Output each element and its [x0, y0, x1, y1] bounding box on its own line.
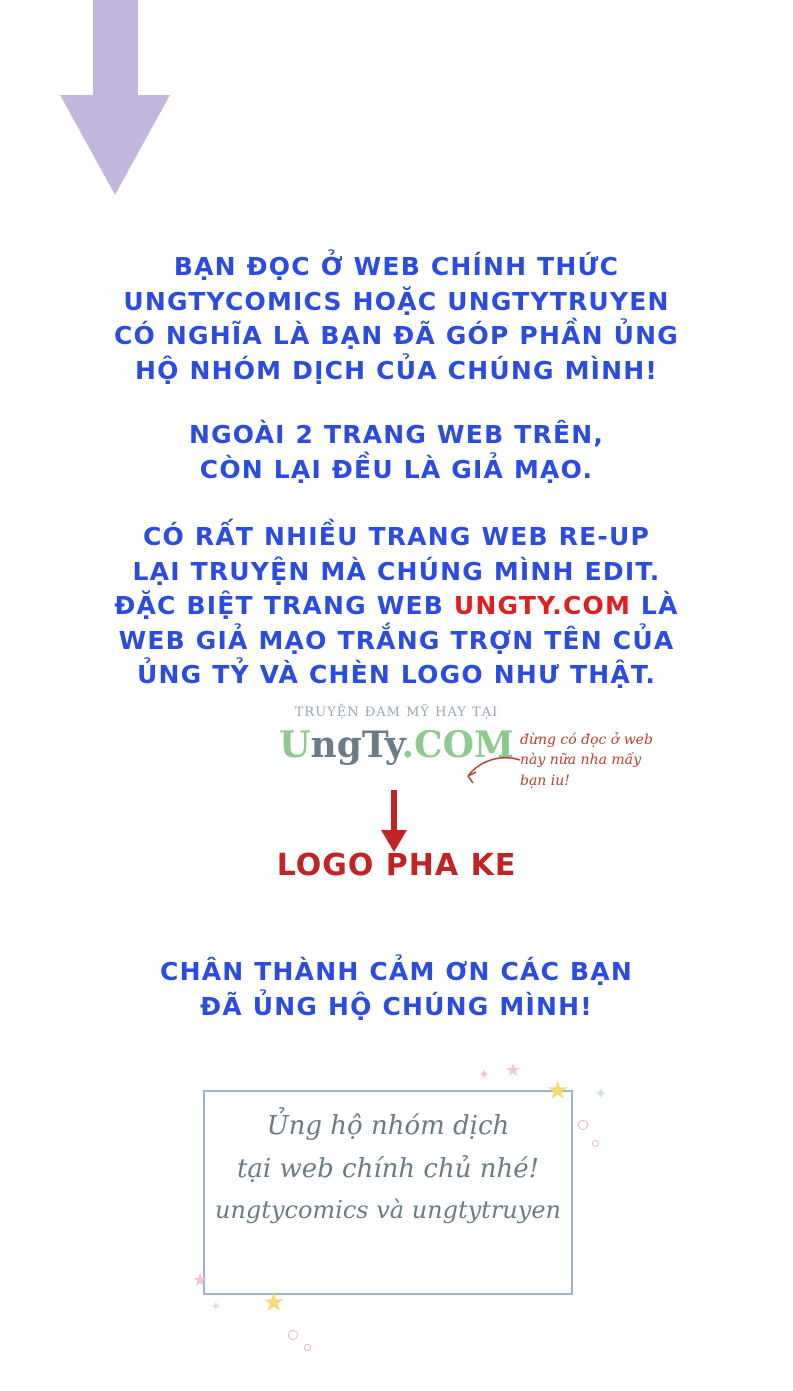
- announcement-block-3: [0, 520, 793, 693]
- sparkle-icon: ✦: [210, 1299, 222, 1315]
- announcement-line: NGOÀI 2 TRANG WEB TRÊN,: [188, 420, 605, 449]
- fake-logo-part-green-1: U: [279, 724, 311, 766]
- sparkle-icon: ✦: [594, 1084, 608, 1103]
- support-card-text: [203, 1105, 573, 1230]
- announcement-line: CÓ NGHĨA LÀ BẠN ĐÃ GÓP PHẦN ỦNG: [114, 321, 679, 350]
- support-card-line: tại web chính chủ nhé!: [236, 1153, 540, 1184]
- announcement-line: WEB GIẢ MẠO TRẮNG TRỢN TÊN CỦA: [118, 625, 675, 655]
- fake-logo-label: LOGO PHA KE: [276, 848, 517, 883]
- announcement-line: ĐÃ ỦNG HỘ CHÚNG MÌNH!: [200, 991, 593, 1021]
- fake-logo-part-dark: ngTy: [310, 724, 402, 766]
- down-arrow-red: [381, 790, 407, 852]
- curved-arrow-icon: [462, 752, 522, 788]
- fake-logo-wordmark: [0, 724, 793, 766]
- announcement-line: ĐẶC BIỆT TRANG WEB UNGTY.COM LÀ: [114, 591, 679, 620]
- support-card-line: Ủng hộ nhóm dịch: [266, 1111, 510, 1141]
- star-icon: ✦: [478, 1067, 490, 1083]
- announcement-line: CHÂN THÀNH CẢM ƠN CÁC BẠN: [160, 957, 633, 986]
- announcement-block-2: [0, 418, 793, 487]
- arrow-head: [60, 95, 170, 195]
- arrow-shaft: [93, 0, 138, 110]
- announcement-line: CÒN LẠI ĐỀU LÀ GIẢ MẠO.: [199, 454, 594, 484]
- star-icon: ★: [192, 1270, 209, 1291]
- support-card-line: ungtycomics và ungtytruyen: [215, 1195, 561, 1224]
- announcement-block-1: [0, 250, 793, 388]
- announcement-line: HỘ NHÓM DỊCH CỦA CHÚNG MÌNH!: [134, 355, 659, 385]
- announcement-line: LẠI TRUYỆN MÀ CHÚNG MÌNH EDIT.: [132, 556, 661, 586]
- down-arrow-purple: [60, 0, 170, 200]
- announcement-line: ỦNG TỶ VÀ CHÈN LOGO NHƯ THẬT.: [136, 660, 657, 689]
- fake-logo-part-green-2: .COM: [401, 724, 514, 766]
- arrow-shaft: [391, 790, 397, 835]
- circle-dot-icon: [288, 1330, 298, 1340]
- fake-logo-note: đừng có đọc ở web này nữa nha mấy bạn iu!: [520, 732, 653, 789]
- circle-dot-icon: [304, 1344, 311, 1351]
- star-icon: ★: [546, 1076, 570, 1106]
- announcement-line: UNGTYCOMICS HOẶC UNGTYTRUYEN: [123, 286, 670, 316]
- announcement-block-4: [0, 955, 793, 1024]
- fake-logo-area: [0, 700, 793, 890]
- star-icon: ★: [262, 1288, 286, 1318]
- announcement-line: BẠN ĐỌC Ở WEB CHÍNH THỨC: [173, 252, 620, 281]
- announcement-line: CÓ RẤT NHIỀU TRANG WEB RE-UP: [142, 522, 651, 551]
- star-icon: ★: [505, 1060, 522, 1081]
- circle-dot-icon: [592, 1140, 599, 1147]
- fake-logo-caption: TRUYỆN ĐAM MỸ HAY TẠI: [294, 705, 499, 720]
- fake-domain-highlight: UNGTY.COM: [453, 591, 632, 620]
- circle-dot-icon: [578, 1120, 588, 1130]
